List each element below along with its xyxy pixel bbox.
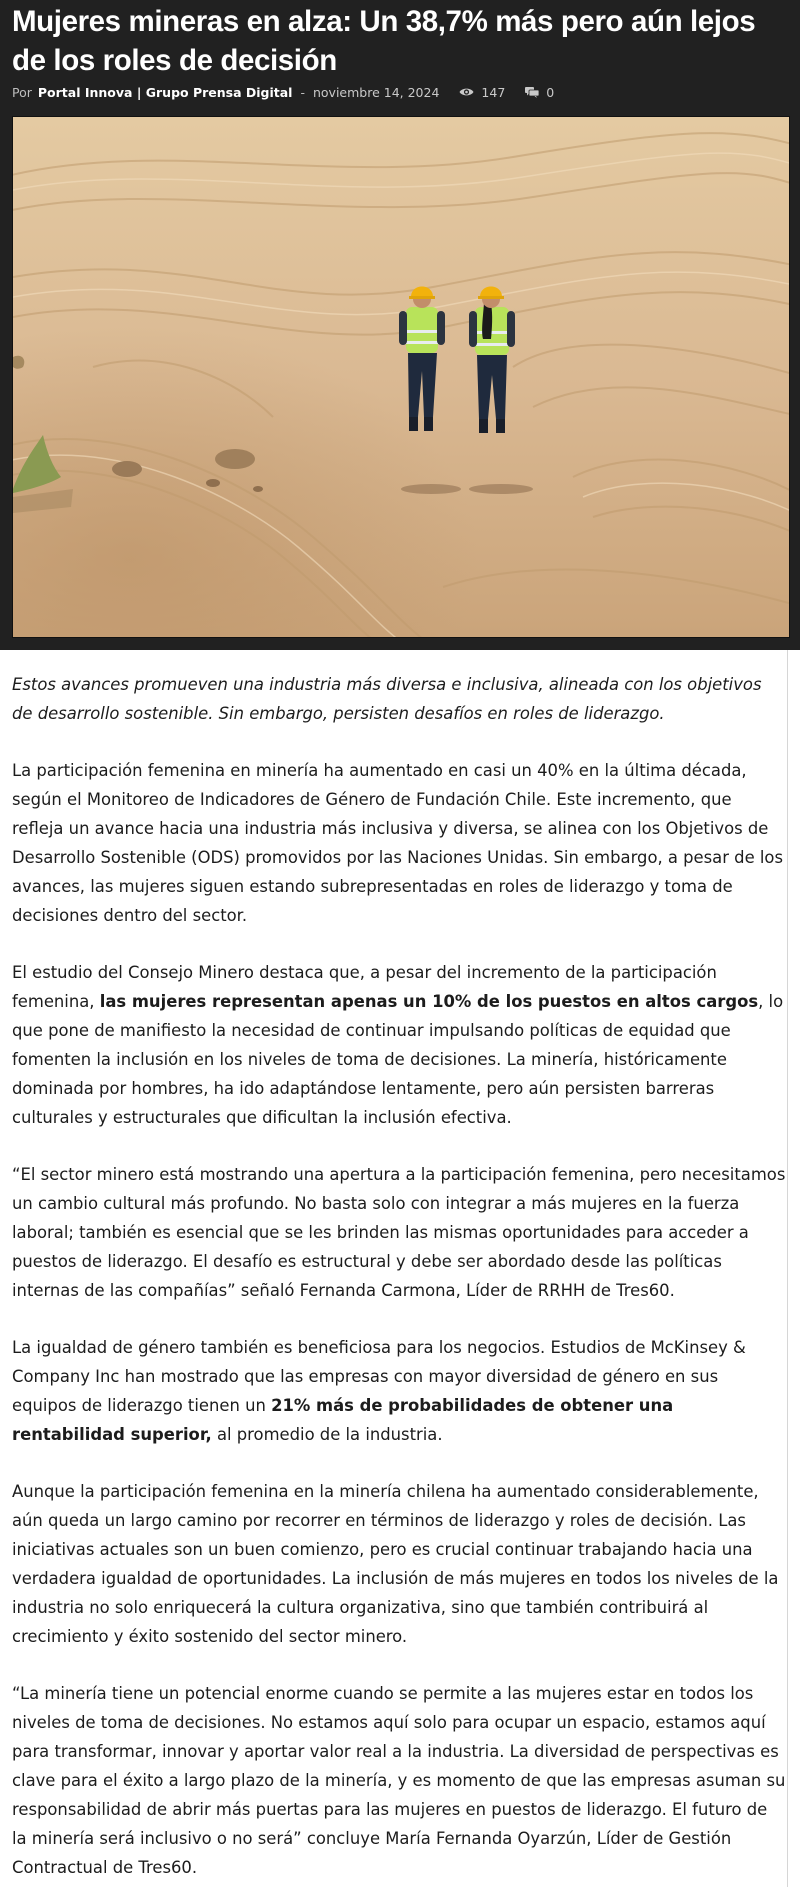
comments-count[interactable]	[525, 85, 554, 100]
paragraph-2-text-b: , lo que pone de manifiesto la necesidad de continuar impulsando políticas de equidad que fomenten la inclusión en los niveles de toma de decisiones. La minería, históricamente dominada por hombres, ha ido adaptándose lentamente, pero aún persisten barreras culturales y estructurales que dificultan la inclusión efectiva.	[12, 992, 784, 1127]
article-title: Mujeres mineras en alza: Un 38,7% más pero aún lejos de los roles de decisión	[12, 5, 756, 77]
paragraph-3-quote: “El sector minero está mostrando una apertura a la participación femenina, pero necesitamos un cambio cultural más profundo. No basta solo con integrar a más mujeres en la fuerza laboral; también es esencial que se les brinden las mismas oportunidades para acceder a puestos de liderazgo. El desafío es estructural y debe ser abordado desde las políticas internas de las compañías” señaló Fernanda Carmona, Líder de RRHH de Tres60.	[12, 1165, 786, 1300]
article-header	[0, 0, 800, 650]
article-body	[12, 650, 788, 1887]
eye-icon	[459, 87, 474, 97]
featured-image	[12, 116, 790, 638]
paragraph-1: La participación femenina en minería ha aumentado en casi un 40% en la última década, según el Monitoreo de Indicadores de Género de Fundación Chile. Este incremento, que refleja un avance hacia una industria más inclusiva y diversa, se alinea con los Objetivos de Desarrollo Sostenible (ODS) promovidos por las Naciones Unidas. Sin embargo, a pesar de los avances, las mujeres siguen estando subrepresentadas en roles de liderazgo y toma de decisiones dentro del sector.	[12, 761, 783, 925]
paragraph-6-quote: “La minería tiene un potencial enorme cuando se permite a las mujeres estar en todos los niveles de toma de decisiones. No estamos aquí solo para ocupar un espacio, estamos aquí para transformar, innovar y aportar valor real a la industria. La diversidad de perspectivas es clave para el éxito a largo plazo de la minería, y es momento de que las empresas asuman su responsabilidad de abrir más puertas para las mujeres en puestos de liderazgo. El futuro de la minería será inclusivo o no será” concluye María Fernanda Oyarzún, Líder de Gestión Contractual de Tres60.	[12, 1684, 786, 1877]
by-label: Por	[12, 84, 32, 100]
meta-separator: -	[300, 84, 305, 100]
paragraph-4	[12, 1333, 787, 1449]
publish-date: noviembre 14, 2024	[312, 84, 440, 100]
comments-value: 0	[546, 84, 555, 100]
paragraph-4-highlight: 21% más de probabilidades de obtener una rentabilidad superior,	[12, 1396, 674, 1444]
article-meta	[12, 82, 554, 102]
comment-bubble-icon	[525, 87, 539, 98]
views-value: 147	[481, 84, 506, 100]
paragraph-2-highlight: las mujeres representan apenas un 10% de los puestos en altos cargos	[99, 992, 759, 1011]
author-link[interactable]: Portal Innova | Grupo Prensa Digital	[37, 84, 293, 100]
paragraph-4-text-a: La igualdad de género también es beneficiosa para los negocios. Estudios de McKinsey & Company Inc han mostrado que las empresas con mayor diversidad de género en sus equipos de liderazgo tienen un	[12, 1338, 746, 1415]
paragraph-5: Aunque la participación femenina en la minería chilena ha aumentado considerablemente, aún queda un largo camino por recorrer en términos de liderazgo y roles de decisión. Las iniciativas actuales son un buen comienzo, pero es crucial continuar trabajando hacia una verdadera igualdad de oportunidades. La inclusión de más mujeres en todos los niveles de la industria no solo enriquecerá la cultura organizativa, sino que también contribuirá al crecimiento y éxito sostenido del sector minero.	[12, 1482, 779, 1646]
paragraph-2	[12, 958, 787, 1132]
views-count	[459, 85, 505, 100]
article-lead: Estos avances promueven una industria más diversa e inclusiva, alineada con los objetivos de desarrollo sostenible. Sin embargo, persisten desafíos en roles de liderazgo.	[12, 675, 762, 723]
paragraph-4-text-b: al promedio de la industria.	[211, 1425, 443, 1444]
paragraph-2-text-a: El estudio del Consejo Minero destaca que, a pesar del incremento de la participación femenina,	[12, 963, 717, 1011]
